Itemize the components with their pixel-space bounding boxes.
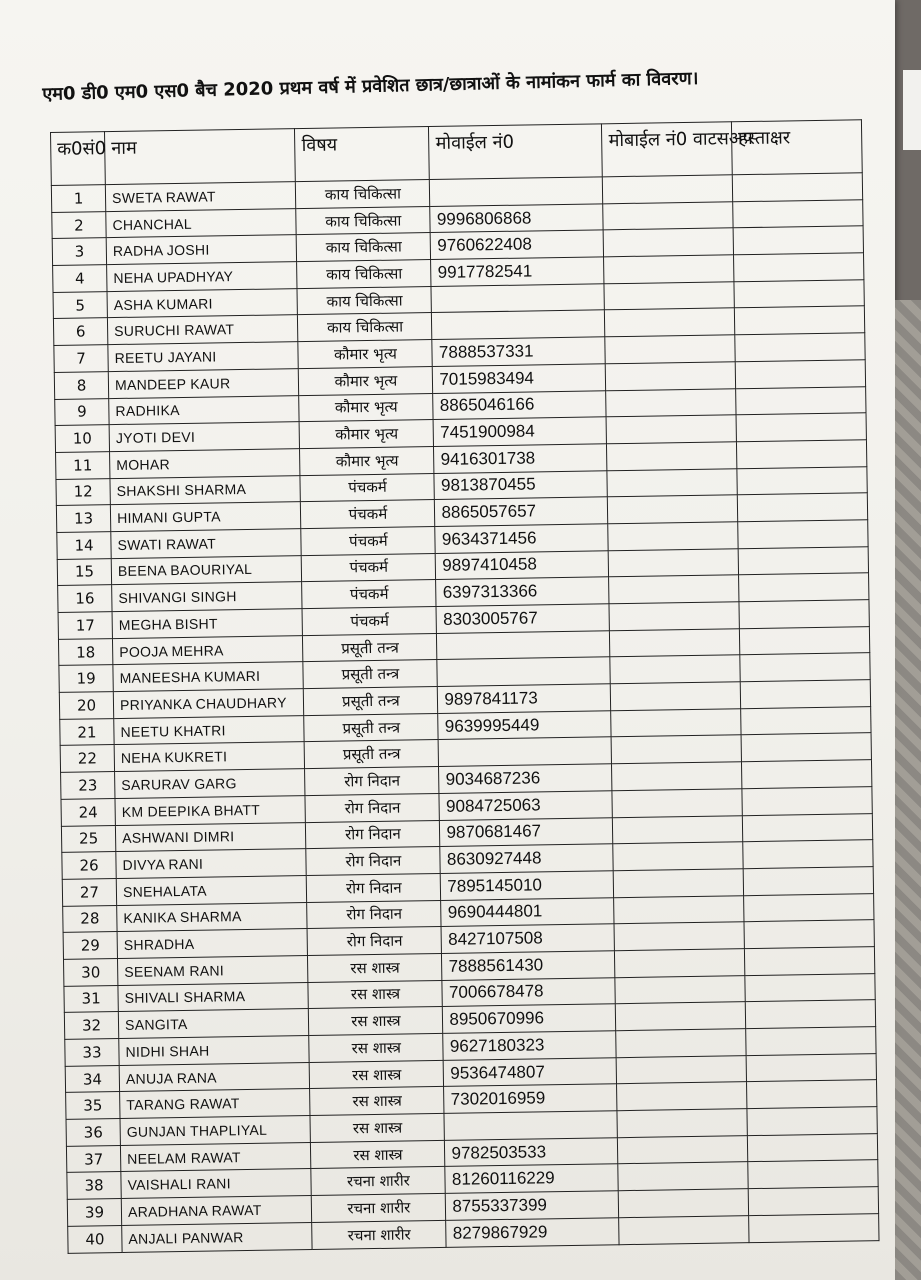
signature-cell <box>743 813 873 842</box>
mobile-number-cell <box>432 310 605 339</box>
serial-number-cell: 5 <box>53 291 107 319</box>
whatsapp-number-cell <box>603 175 733 204</box>
subject-cell: रस शास्त्र <box>309 1007 443 1036</box>
student-name-cell: NEHA UPADHYAY <box>107 262 298 292</box>
signature-cell <box>741 733 871 762</box>
whatsapp-number-cell <box>609 575 739 604</box>
mobile-number-cell: 7451900984 <box>434 417 607 446</box>
subject-cell: रोग निदान <box>306 820 440 849</box>
whatsapp-number-cell <box>615 949 745 978</box>
mobile-number-cell <box>431 284 604 313</box>
student-name-cell: ANUJA RANA <box>119 1062 310 1092</box>
serial-number-cell: 6 <box>53 318 107 346</box>
whatsapp-number-cell <box>607 468 737 497</box>
student-name-cell: GUNJAN THAPLIYAL <box>120 1116 311 1146</box>
mobile-number-cell: 7015983494 <box>433 364 606 393</box>
subject-cell: रस शास्त्र <box>309 1033 443 1062</box>
subject-cell: काय चिकित्सा <box>297 233 431 262</box>
subject-cell: रोग निदान <box>305 793 439 822</box>
header-whatsapp: मोबाईल नं0 वाटसअप <box>602 122 733 177</box>
mobile-number-cell: 9536474807 <box>444 1057 617 1086</box>
signature-cell <box>745 973 875 1002</box>
student-name-cell: ARADHANA RAWAT <box>121 1196 312 1226</box>
serial-number-cell: 7 <box>54 345 108 373</box>
student-name-cell: NIDHI SHAH <box>119 1036 310 1066</box>
subject-cell: रोग निदान <box>307 927 441 956</box>
student-name-cell: BEENA BAOURIYAL <box>111 555 302 585</box>
mobile-number-cell: 8427107508 <box>441 924 614 953</box>
signature-cell <box>737 493 867 522</box>
whatsapp-number-cell <box>604 228 734 257</box>
serial-number-cell: 16 <box>58 585 112 613</box>
serial-number-cell: 38 <box>67 1172 121 1200</box>
subject-cell: काय चिकित्सा <box>297 286 431 315</box>
student-name-cell: JYOTI DEVI <box>109 422 300 452</box>
subject-cell: रस शास्त्र <box>308 953 442 982</box>
mobile-number-cell: 9639995449 <box>438 711 611 740</box>
mobile-number-cell <box>430 177 603 206</box>
subject-cell: रचना शारीर <box>312 1220 446 1249</box>
mobile-number-cell: 9627180323 <box>443 1031 616 1060</box>
signature-cell <box>741 706 871 735</box>
subject-cell: रस शास्त्र <box>310 1087 444 1116</box>
student-name-cell: REETU JAYANI <box>108 342 299 372</box>
signature-cell <box>748 1160 878 1189</box>
mobile-number-cell: 8865057657 <box>435 497 608 526</box>
signature-cell <box>735 306 865 335</box>
student-name-cell: PRIYANKA CHAUDHARY <box>113 689 304 719</box>
mobile-number-cell: 9634371456 <box>435 524 608 553</box>
enrollment-sheet <box>50 119 880 1253</box>
signature-cell <box>746 1027 876 1056</box>
serial-number-cell: 33 <box>65 1039 119 1067</box>
serial-number-cell: 27 <box>62 878 116 906</box>
whatsapp-number-cell <box>610 628 740 657</box>
serial-number-cell: 28 <box>63 905 117 933</box>
student-rows <box>51 173 879 1253</box>
header-subject: विषय <box>295 127 430 182</box>
subject-cell: प्रसूती तन्त्र <box>304 713 438 742</box>
mobile-number-cell: 9084725063 <box>439 791 612 820</box>
whatsapp-number-cell <box>604 282 734 311</box>
whatsapp-number-cell <box>613 842 743 871</box>
whatsapp-number-cell <box>616 1029 746 1058</box>
serial-number-cell: 26 <box>62 852 116 880</box>
subject-cell: काय चिकित्सा <box>298 313 432 342</box>
whatsapp-number-cell <box>618 1162 748 1191</box>
signature-cell <box>748 1187 878 1216</box>
adjacent-page-edge <box>903 70 921 150</box>
subject-cell: पंचकर्म <box>301 526 435 555</box>
serial-number-cell: 24 <box>61 798 115 826</box>
signature-cell <box>736 386 866 415</box>
whatsapp-number-cell <box>619 1215 749 1244</box>
signature-cell <box>743 840 873 869</box>
student-name-cell: KM DEEPIKA BHATT <box>115 795 306 825</box>
whatsapp-number-cell <box>608 522 738 551</box>
signature-cell <box>735 360 865 389</box>
serial-number-cell: 40 <box>68 1225 122 1253</box>
subject-cell: पंचकर्म <box>302 606 436 635</box>
signature-cell <box>744 920 874 949</box>
mobile-number-cell <box>437 657 610 686</box>
mobile-number-cell: 9897410458 <box>436 550 609 579</box>
serial-number-cell: 19 <box>59 665 113 693</box>
signature-cell <box>745 947 875 976</box>
signature-cell <box>747 1107 877 1136</box>
student-name-cell: SNEHALATA <box>116 875 307 905</box>
subject-cell: पंचकर्म <box>300 473 434 502</box>
serial-number-cell: 23 <box>61 772 115 800</box>
student-name-cell: SURUCHI RAWAT <box>107 315 298 345</box>
student-name-cell: HIMANI GUPTA <box>110 502 301 532</box>
subject-cell: कौमार भृत्य <box>300 446 434 475</box>
subject-cell: काय चिकित्सा <box>297 260 431 289</box>
serial-number-cell: 9 <box>55 398 109 426</box>
whatsapp-number-cell <box>612 735 742 764</box>
whatsapp-number-cell <box>618 1135 748 1164</box>
mobile-number-cell: 9917782541 <box>431 257 604 286</box>
whatsapp-number-cell <box>614 869 744 898</box>
subject-cell: प्रसूती तन्त्र <box>303 660 437 689</box>
subject-cell: कौमार भृत्य <box>299 366 433 395</box>
signature-cell <box>747 1080 877 1109</box>
mobile-number-cell: 8865046166 <box>433 390 606 419</box>
whatsapp-number-cell <box>610 655 740 684</box>
mobile-number-cell: 81260116229 <box>445 1164 618 1193</box>
signature-cell <box>738 546 868 575</box>
subject-cell: रोग निदान <box>306 847 440 876</box>
mobile-number-cell: 9870681467 <box>440 817 613 846</box>
signature-cell <box>737 440 867 469</box>
subject-cell: रोग निदान <box>307 900 441 929</box>
student-name-cell: POOJA MEHRA <box>113 635 304 665</box>
serial-number-cell: 35 <box>66 1092 120 1120</box>
whatsapp-number-cell <box>604 255 734 284</box>
header-serial-number: क0सं0 <box>51 132 106 186</box>
student-name-cell: VAISHALI RANI <box>121 1169 312 1199</box>
mobile-number-cell: 7895145010 <box>441 871 614 900</box>
subject-cell: प्रसूती तन्त्र <box>303 633 437 662</box>
signature-cell <box>736 413 866 442</box>
student-name-cell: CHANCHAL <box>106 208 297 238</box>
mobile-number-cell: 9813870455 <box>434 470 607 499</box>
student-name-cell: SWATI RAWAT <box>111 529 302 559</box>
whatsapp-number-cell <box>609 548 739 577</box>
signature-cell <box>734 279 864 308</box>
subject-cell: कौमार भृत्य <box>298 340 432 369</box>
background-fabric <box>895 300 921 1280</box>
subject-cell: रोग निदान <box>307 873 441 902</box>
student-name-cell: MEGHA BISHT <box>112 609 303 639</box>
signature-cell <box>733 226 863 255</box>
student-name-cell: NEETU KHATRI <box>114 715 305 745</box>
subject-cell: प्रसूती तन्त्र <box>304 687 438 716</box>
subject-cell: रस शास्त्र <box>310 1060 444 1089</box>
mobile-number-cell: 8303005767 <box>436 604 609 633</box>
whatsapp-number-cell <box>617 1109 747 1138</box>
whatsapp-number-cell <box>611 682 741 711</box>
signature-cell <box>739 600 869 629</box>
whatsapp-number-cell <box>612 762 742 791</box>
student-name-cell: SHRADHA <box>117 929 308 959</box>
signature-cell <box>739 573 869 602</box>
signature-cell <box>737 466 867 495</box>
serial-number-cell: 34 <box>65 1065 119 1093</box>
signature-cell <box>732 173 862 202</box>
mobile-number-cell: 9897841173 <box>438 684 611 713</box>
student-name-cell: NEHA KUKRETI <box>114 742 305 772</box>
whatsapp-number-cell <box>615 975 745 1004</box>
serial-number-cell: 37 <box>66 1145 120 1173</box>
student-name-cell: DIVYA RANI <box>116 849 307 879</box>
subject-cell: पंचकर्म <box>301 500 435 529</box>
whatsapp-number-cell <box>605 335 735 364</box>
serial-number-cell: 3 <box>52 238 106 266</box>
mobile-number-cell: 8279867929 <box>446 1218 619 1247</box>
serial-number-cell: 2 <box>52 211 106 239</box>
whatsapp-number-cell <box>617 1082 747 1111</box>
signature-cell <box>734 253 864 282</box>
whatsapp-number-cell <box>606 362 736 391</box>
whatsapp-number-cell <box>614 922 744 951</box>
serial-number-cell: 32 <box>64 1012 118 1040</box>
subject-cell: रस शास्त्र <box>308 980 442 1009</box>
serial-number-cell: 14 <box>57 532 111 560</box>
whatsapp-number-cell <box>616 1002 746 1031</box>
student-name-cell: SHIVALI SHARMA <box>118 982 309 1012</box>
student-name-cell: SWETA RAWAT <box>105 182 296 212</box>
serial-number-cell: 39 <box>67 1199 121 1227</box>
serial-number-cell: 21 <box>60 718 114 746</box>
subject-cell: रचना शारीर <box>312 1194 446 1223</box>
page-title: एम0 डी0 एम0 एस0 बैच 2020 प्रथम वर्ष में प्रवेशित छात्र/छात्राओं के नामांकन फार्म का विवरण। <box>42 67 699 105</box>
subject-cell: काय चिकित्सा <box>296 180 430 209</box>
subject-cell: कौमार भृत्य <box>299 393 433 422</box>
subject-cell: पंचकर्म <box>302 553 436 582</box>
student-name-cell: NEELAM RAWAT <box>120 1142 311 1172</box>
student-name-cell: SANGITA <box>118 1009 309 1039</box>
serial-number-cell: 4 <box>53 265 107 293</box>
serial-number-cell: 22 <box>60 745 114 773</box>
subject-cell: रस शास्त्र <box>310 1113 444 1142</box>
signature-cell <box>744 893 874 922</box>
student-table <box>50 119 880 1253</box>
serial-number-cell: 31 <box>64 985 118 1013</box>
serial-number-cell: 20 <box>59 692 113 720</box>
student-name-cell: RADHIKA <box>109 395 300 425</box>
mobile-number-cell <box>439 737 612 766</box>
serial-number-cell: 18 <box>58 638 112 666</box>
serial-number-cell: 13 <box>56 505 110 533</box>
mobile-number-cell: 6397313366 <box>436 577 609 606</box>
signature-cell <box>742 786 872 815</box>
mobile-number-cell: 7888561430 <box>442 951 615 980</box>
serial-number-cell: 17 <box>58 612 112 640</box>
mobile-number-cell: 7888537331 <box>432 337 605 366</box>
whatsapp-number-cell <box>611 708 741 737</box>
mobile-number-cell: 9996806868 <box>430 204 603 233</box>
signature-cell <box>738 520 868 549</box>
signature-cell <box>740 680 870 709</box>
serial-number-cell: 36 <box>66 1119 120 1147</box>
mobile-number-cell: 9782503533 <box>445 1137 618 1166</box>
student-name-cell: SEENAM RANI <box>118 955 309 985</box>
mobile-number-cell: 8950670996 <box>443 1004 616 1033</box>
serial-number-cell: 12 <box>56 478 110 506</box>
header-mobile: मोवाईल नं0 <box>429 124 603 180</box>
whatsapp-number-cell <box>613 815 743 844</box>
whatsapp-number-cell <box>603 201 733 230</box>
mobile-number-cell: 7006678478 <box>442 977 615 1006</box>
whatsapp-number-cell <box>617 1055 747 1084</box>
signature-cell <box>748 1133 878 1162</box>
whatsapp-number-cell <box>605 308 735 337</box>
whatsapp-number-cell <box>609 602 739 631</box>
student-name-cell: RADHA JOSHI <box>106 235 297 265</box>
mobile-number-cell: 9416301738 <box>434 444 607 473</box>
subject-cell: प्रसूती तन्त्र <box>304 740 438 769</box>
whatsapp-number-cell <box>608 495 738 524</box>
student-name-cell: ASHWANI DIMRI <box>115 822 306 852</box>
serial-number-cell: 11 <box>56 451 110 479</box>
signature-cell <box>745 1000 875 1029</box>
subject-cell: कौमार भृत्य <box>299 420 433 449</box>
student-name-cell: KANIKA SHARMA <box>117 902 308 932</box>
student-name-cell: SHIVANGI SINGH <box>112 582 303 612</box>
signature-cell <box>740 653 870 682</box>
mobile-number-cell: 8630927448 <box>440 844 613 873</box>
serial-number-cell: 30 <box>63 958 117 986</box>
serial-number-cell: 25 <box>61 825 115 853</box>
subject-cell: रोग निदान <box>305 767 439 796</box>
mobile-number-cell: 7302016959 <box>444 1084 617 1113</box>
student-name-cell: MANEESHA KUMARI <box>113 662 304 692</box>
mobile-number-cell <box>437 630 610 659</box>
student-name-cell: TARANG RAWAT <box>120 1089 311 1119</box>
student-name-cell: SARURAV GARG <box>115 769 306 799</box>
whatsapp-number-cell <box>606 388 736 417</box>
whatsapp-number-cell <box>619 1189 749 1218</box>
mobile-number-cell <box>444 1111 617 1140</box>
signature-cell <box>749 1213 879 1242</box>
signature-cell <box>740 626 870 655</box>
whatsapp-number-cell <box>606 415 736 444</box>
signature-cell <box>743 867 873 896</box>
subject-cell: पंचकर्म <box>302 580 436 609</box>
header-signature: हस्ताक्षर <box>732 120 863 175</box>
signature-cell <box>746 1053 876 1082</box>
student-name-cell: MANDEEP KAUR <box>108 368 299 398</box>
subject-cell: काय चिकित्सा <box>296 206 430 235</box>
whatsapp-number-cell <box>612 789 742 818</box>
serial-number-cell: 29 <box>63 932 117 960</box>
subject-cell: रचना शारीर <box>311 1167 445 1196</box>
mobile-number-cell: 9690444801 <box>441 897 614 926</box>
signature-cell <box>742 760 872 789</box>
mobile-number-cell: 9034687236 <box>439 764 612 793</box>
serial-number-cell: 1 <box>51 185 105 213</box>
serial-number-cell: 10 <box>55 425 109 453</box>
signature-cell <box>735 333 865 362</box>
mobile-number-cell: 8755337399 <box>446 1191 619 1220</box>
serial-number-cell: 8 <box>54 371 108 399</box>
student-name-cell: MOHAR <box>110 448 301 478</box>
whatsapp-number-cell <box>614 895 744 924</box>
student-name-cell: ASHA KUMARI <box>107 288 298 318</box>
mobile-number-cell: 9760622408 <box>431 230 604 259</box>
student-name-cell: ANJALI PANWAR <box>122 1222 313 1252</box>
serial-number-cell: 15 <box>57 558 111 586</box>
header-name: नाम <box>105 129 296 185</box>
student-name-cell: SHAKSHI SHARMA <box>110 475 301 505</box>
whatsapp-number-cell <box>607 442 737 471</box>
subject-cell: रस शास्त्र <box>311 1140 445 1169</box>
signature-cell <box>733 199 863 228</box>
